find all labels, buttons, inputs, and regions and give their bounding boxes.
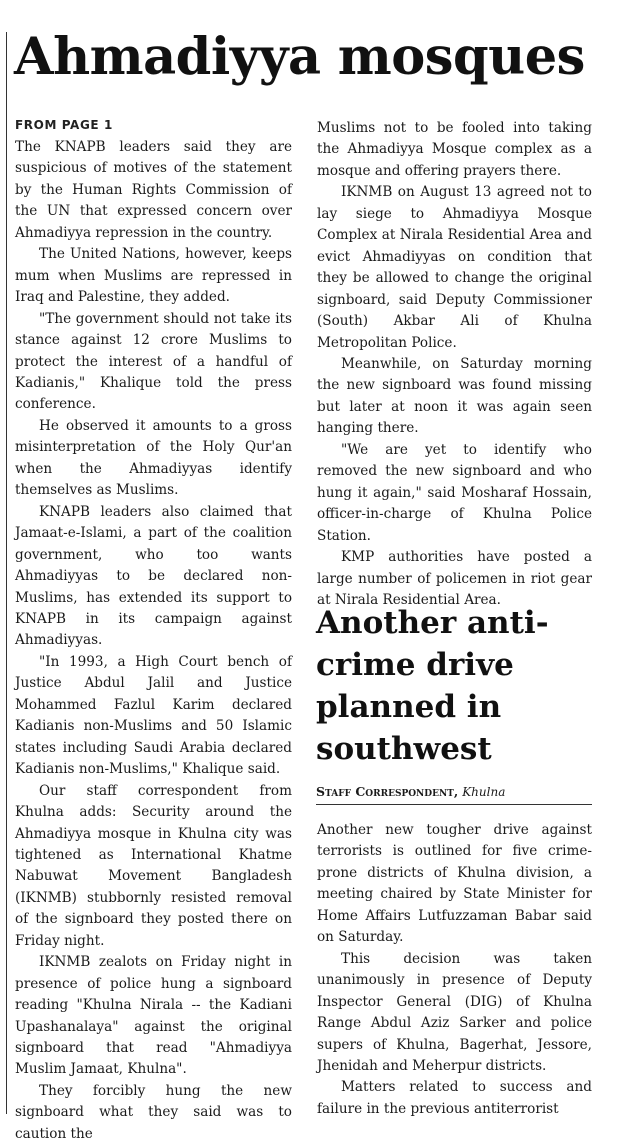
- paragraph: "In 1993, a High Court bench of Justice Abdul Jalil and Justice Mohammed Fazlul Karim declared Kadianis non-Muslims and 50 Islamic states including Saudi Arabia declared Kadianis non-Muslims," Khalique said.: [15, 653, 292, 778]
- paragraph: They forcibly hung the new signboard what they said was to caution the: [15, 1082, 292, 1142]
- paragraph: KMP authorities have posted a large number of policemen in riot gear at Nirala Residential Area.: [317, 549, 592, 608]
- paragraph: IKNMB zealots on Friday night in presence of police hung a signboard reading "Khulna Nirala -- the Kadiani Upashanalaya" against the original signboard that read "Ahmadiyya Muslim Jamaat, Khulna".: [15, 954, 292, 1078]
- paragraph: Muslims not to be fooled into taking the Ahmadiyya Mosque complex as a mosque and offering prayers there.: [317, 120, 592, 179]
- paragraph: KNAPB leaders also claimed that Jamaat-e-Islami, a part of the coalition government, who too wants Ahmadiyyas to be declared non-Muslims, has extended its support to KNAPB in its campaign against Ahmadiyyas.: [15, 503, 292, 649]
- continued-label: FROM PAGE 1: [15, 118, 113, 132]
- story2-body: [317, 820, 592, 1120]
- byline-name: Staff Correspondent,: [316, 784, 459, 799]
- left-column: [15, 137, 292, 1145]
- paragraph: IKNMB on August 13 agreed not to lay siege to Ahmadiyya Mosque Complex at Nirala Residential Area and evict Ahmadiyyas on condition that they be allowed to change the original signboard, said Deputy Commissioner (South) Akbar Ali of Khulna Metropolitan Police.: [317, 184, 592, 351]
- paragraph: The KNAPB leaders said they are suspicious of motives of the statement by the Human Rights Commission of the UN that expressed concern over Ahmadiyya repression in the country.: [15, 139, 292, 241]
- right-column: [317, 118, 592, 611]
- page-headline: Ahmadiyya mosques: [14, 27, 585, 87]
- paragraph: He observed it amounts to a gross misinterpretation of the Holy Qur'an when the Ahmadiyyas identify themselves as Muslims.: [15, 417, 292, 499]
- byline-location: Khulna: [462, 785, 506, 799]
- paragraph: Meanwhile, on Saturday morning the new signboard was found missing but later at noon it was again seen hanging there.: [317, 355, 592, 437]
- paragraph: Matters related to success and failure in the previous antiterrorist: [317, 1079, 592, 1117]
- column-rule: [6, 32, 7, 1114]
- paragraph: Our staff correspondent from Khulna adds: Security around the Ahmadiyya mosque in Khulna city was tightened as International Khatme Nabuwat Movement Bangladesh (IKNMB) stubbornly resisted removal of the signboard they posted there on Friday night.: [15, 782, 292, 949]
- paragraph: Another new tougher drive against terrorists is outlined for five crime-prone districts of Khulna division, a meeting chaired by State Minister for Home Affairs Lutfuzzaman Babar said on Saturday.: [317, 822, 592, 946]
- paragraph: "The government should not take its stance against 12 crore Muslims to protect the interest of a handful of Kadianis," Khalique told the press conference.: [15, 310, 292, 413]
- story2-headline: Another anti-crime drive planned in southwest: [316, 605, 549, 767]
- paragraph: This decision was taken unanimously in presence of Deputy Inspector General (DIG) of Khulna Range Abdul Aziz Sarker and police supers of Khulna, Bagerhat, Jessore, Jhenidah and Meherpur districts.: [317, 950, 592, 1074]
- story2-byline: [316, 784, 592, 805]
- paragraph: The United Nations, however, keeps mum when Muslims are repressed in Iraq and Palestine, they added.: [15, 246, 292, 306]
- paragraph: "We are yet to identify who removed the new signboard and who hung it again," said Mosharaf Hossain, officer-in-charge of Khulna Police Station.: [317, 441, 592, 544]
